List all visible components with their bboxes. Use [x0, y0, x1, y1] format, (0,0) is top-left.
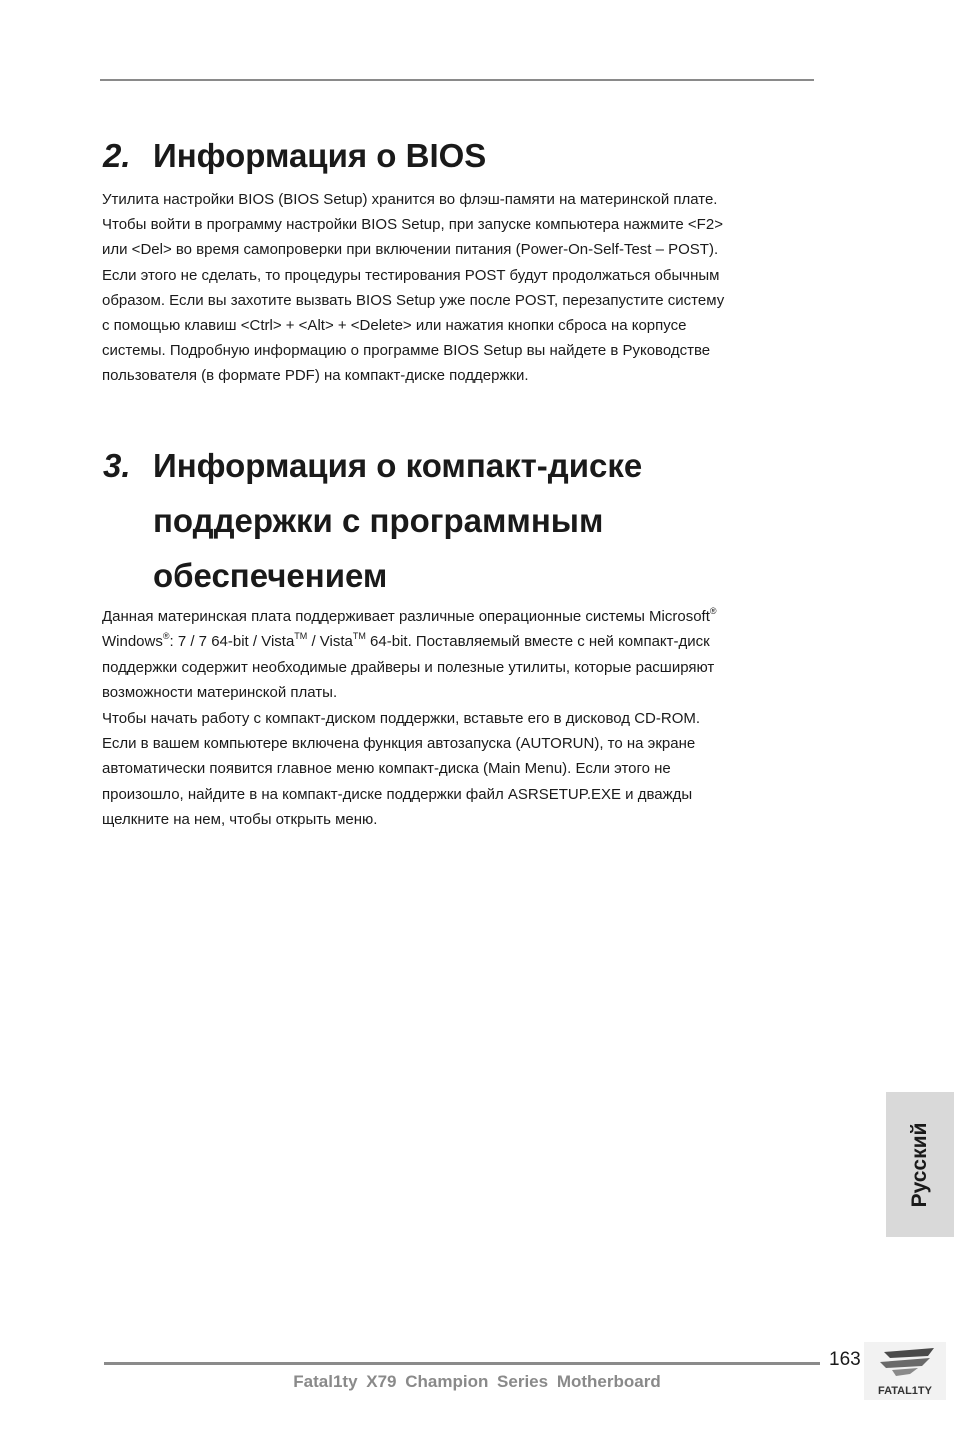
section-number: 3.: [103, 447, 131, 484]
section-title-line: Информация о компакт-диске: [153, 447, 643, 484]
paragraph-line: [102, 629, 814, 654]
section-title-line: обеспечением: [153, 557, 388, 594]
page-number: 163: [829, 1349, 861, 1370]
footer-rule: [104, 1362, 820, 1365]
paragraph-line: [102, 604, 814, 629]
paragraph-line: произошло, найдите в на компакт-диске поддержки файл ASRSETUP.EXE и дважды: [102, 785, 693, 803]
registered-mark: ®: [162, 631, 170, 642]
paragraph-line: или <Del> во время самопроверки при включении питания (Power-On-Self-Test – POST).: [102, 241, 719, 259]
language-label: Русский: [908, 1122, 931, 1207]
paragraph-line: Чтобы начать работу с компакт-диском поддержки, вставьте его в дисковод CD-ROM.: [102, 709, 701, 727]
section-heading-support-cd: [103, 438, 642, 603]
paragraph-line: с помощью клавиш <Ctrl> + <Alt> + <Delete> или нажатия кнопки сброса на корпусе: [102, 317, 687, 335]
fatal1ty-logo-icon: [864, 1342, 946, 1400]
paragraph-line: Если в вашем компьютере включена функция автозапуска (AUTORUN), то на экране: [102, 735, 696, 753]
paragraph-line: автоматически появится главное меню компакт-диска (Main Menu). Если этого не: [102, 760, 671, 778]
line-text: Данная материнская плата поддерживает различные операционные системы Microsoft: [102, 608, 710, 625]
section-title-line: поддержки с программным: [153, 502, 604, 539]
paragraph-line: образом. Если вы захотите вызвать BIOS Setup уже после POST, перезапустите систему: [102, 291, 725, 309]
section-title: Информация о BIOS: [153, 137, 487, 174]
paragraph-line: Утилита настройки BIOS (BIOS Setup) хранится во флэш-памяти на материнской плате.: [102, 191, 718, 208]
paragraph-line: щелкните на нем, чтобы открыть меню.: [102, 811, 378, 829]
paragraph-line: пользователя (в формате PDF) на компакт-диске поддержки.: [102, 367, 529, 385]
line-text: : 7 / 7 64-bit / Vista: [169, 633, 295, 651]
line-text: / Vista: [307, 633, 353, 651]
support-cd-paragraph: [102, 604, 814, 833]
bios-paragraph: [102, 187, 814, 389]
trademark-mark: TM: [294, 631, 308, 642]
registered-mark: ®: [709, 606, 717, 616]
line-text: Windows: [102, 633, 163, 651]
footer-title: Fatal1ty X79 Champion Series Motherboard: [293, 1372, 661, 1391]
logo-wordmark: FATAL1TY: [878, 1385, 932, 1397]
paragraph-line: возможности материнской платы.: [102, 684, 338, 702]
section-heading-bios: [103, 128, 486, 183]
paragraph-line: системы. Подробную информацию о программе BIOS Setup вы найдете в Руководстве: [102, 342, 711, 360]
paragraph-line: поддержки содержит необходимые драйверы и полезные утилиты, которые расширяют: [102, 658, 715, 676]
paragraph-line: Если этого не сделать, то процедуры тестирования POST будут продолжаться обычным: [102, 266, 720, 284]
header-rule: [100, 79, 814, 81]
language-side-tab: [886, 1092, 954, 1237]
paragraph-line: Чтобы войти в программу настройки BIOS Setup, при запуске компьютера нажмите <F2>: [102, 216, 723, 234]
trademark-mark: TM: [352, 631, 366, 642]
line-text: 64-bit. Поставляемый вместе с ней компакт-диск: [365, 633, 710, 651]
section-number: 2.: [103, 137, 131, 174]
